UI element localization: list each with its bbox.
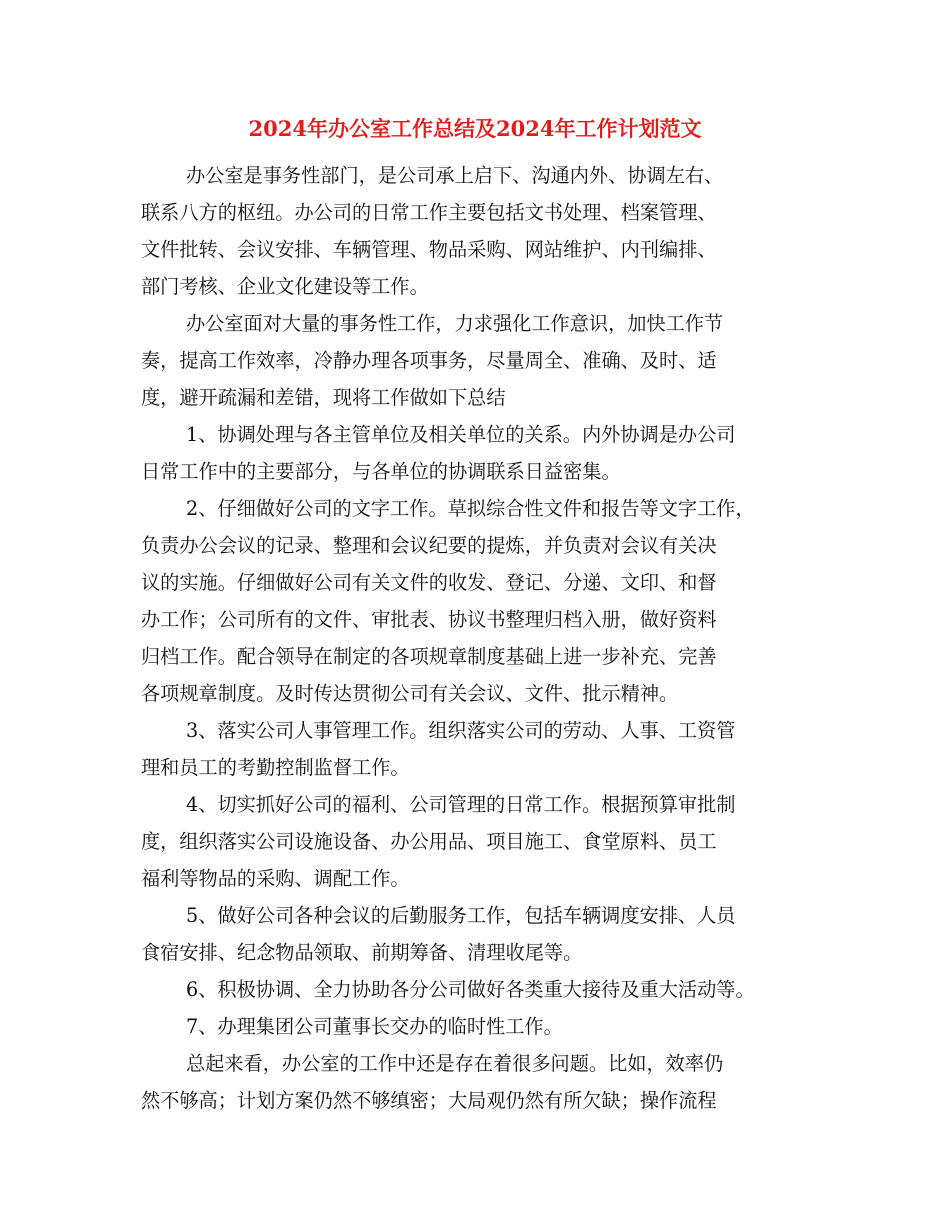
document-title: 2024年办公室工作总结及2024年工作计划范文 xyxy=(248,116,702,141)
text-line: 联系八方的枢纽。办公司的日常工作主要包括文书处理、档案管理、 xyxy=(141,201,717,224)
text-line: 各项规章制度。及时传达贯彻公司有关会议、文件、批示精神。 xyxy=(141,682,679,705)
text-line: 4、切实抓好公司的福利、公司管理的日常工作。根据预算审批制 xyxy=(186,793,736,816)
text-line: 日常工作中的主要部分，与各单位的协调联系日益密集。 xyxy=(141,460,621,483)
text-line: 办公室是事务性部门，是公司承上启下、沟通内外、协调左右、 xyxy=(186,164,724,187)
text-line: 度，组织落实公司设施设备、办公用品、项目施工、食堂原料、员工 xyxy=(141,830,717,853)
text-line: 议的实施。仔细做好公司有关文件的收发、登记、分递、文印、和督 xyxy=(141,571,717,594)
text-line: 部门考核、企业文化建设等工作。 xyxy=(141,275,429,298)
text-line: 食宿安排、纪念物品领取、前期筹备、清理收尾等。 xyxy=(141,941,583,964)
text-line: 度，避开疏漏和差错，现将工作做如下总结 xyxy=(141,386,506,409)
text-line: 2、仔细做好公司的文字工作。草拟综合性文件和报告等文字工作， xyxy=(186,497,755,520)
text-line: 5、做好公司各种会议的后勤服务工作，包括车辆调度安排、人员 xyxy=(186,904,736,927)
text-line: 办工作；公司所有的文件、审批表、协议书整理归档入册，做好资料 xyxy=(141,608,717,631)
text-line: 福利等物品的采购、调配工作。 xyxy=(141,867,410,890)
text-line: 7、办理集团公司董事长交办的临时性工作。 xyxy=(186,1015,563,1038)
text-line: 总起来看，办公室的工作中还是存在着很多问题。比如，效率仍 xyxy=(186,1052,724,1075)
text-line: 然不够高；计划方案仍然不够缜密；大局观仍然有所欠缺；操作流程 xyxy=(141,1089,717,1112)
text-line: 文件批转、会议安排、车辆管理、物品采购、网站维护、内刊编排、 xyxy=(141,238,717,261)
text-line: 理和员工的考勤控制监督工作。 xyxy=(141,756,410,779)
text-line: 奏，提高工作效率，冷静办理各项事务，尽量周全、准确、及时、适 xyxy=(141,349,717,372)
text-line: 负责办公会议的记录、整理和会议纪要的提炼，并负责对会议有关决 xyxy=(141,534,717,557)
text-line: 6、积极协调、全力协助各分公司做好各类重大接待及重大活动等。 xyxy=(186,978,755,1001)
text-line: 3、落实公司人事管理工作。组织落实公司的劳动、人事、工资管 xyxy=(186,719,736,742)
text-line: 办公室面对大量的事务性工作，力求强化工作意识，加快工作节 xyxy=(186,312,724,335)
text-line: 1、协调处理与各主管单位及相关单位的关系。内外协调是办公司 xyxy=(186,423,736,446)
text-line: 归档工作。配合领导在制定的各项规章制度基础上进一步补充、完善 xyxy=(141,645,717,668)
